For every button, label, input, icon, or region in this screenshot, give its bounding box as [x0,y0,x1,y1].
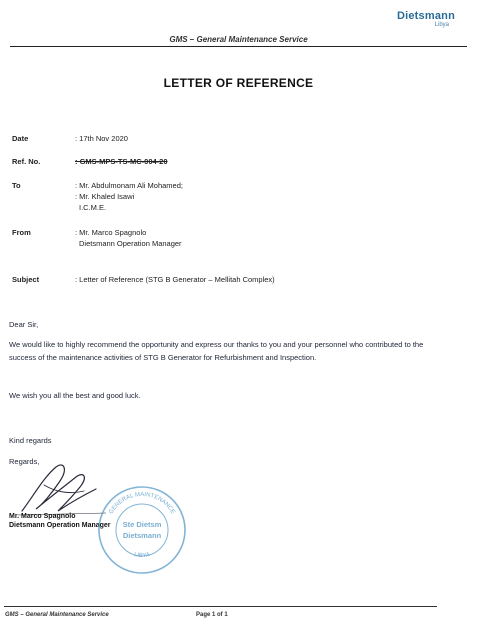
from-line-2: Dietsmann Operation Manager [79,239,182,248]
subject-value: : Letter of Reference (STG B Generator – Mellitah Complex) [75,275,275,284]
header-title: GMS – General Maintenance Service [169,35,308,44]
footer-left-text: GMS – General Maintenance Service [5,612,109,618]
ref-value: : GMS-MPS-TS-MC-004-20 [75,157,168,166]
ref-label: Ref. No. [12,157,41,166]
company-logo [397,10,455,28]
header-divider [10,46,467,47]
date-value: : 17th Nov 2020 [75,134,128,143]
stamp-center-text-2: Dietsmann [122,531,162,540]
body-paragraph-2: We wish you all the best and good luck. [9,391,141,400]
closing-regards: Regards, [9,457,40,466]
stamp-center-text-1: Ste Dietsm [122,520,162,529]
footer-divider [4,606,437,607]
salutation: Dear Sir, [9,320,39,329]
from-line-1: : Mr. Marco Spagnolo [75,228,147,237]
to-line-3: I.C.M.E. [79,203,107,212]
svg-text:LIBYA [133,552,150,559]
body-paragraph-1: We would like to highly recommend the opportunity and express our thanks to you and your personnel who contributed to the success of the maintenance activities of STG B Generator for Refurbishment and Inspection. [9,340,424,362]
letter-title: LETTER OF REFERENCE [163,76,314,90]
logo-brand: Dietsmann [396,10,455,22]
stamp-bottom-text: LIBYA [133,552,151,560]
date-label: Date [12,134,29,143]
to-label: To [12,181,21,190]
to-line-2: : Mr. Khaled Isawi [75,192,135,201]
stamp-top-text: GENERAL MAINTENANCE [108,491,176,516]
to-line-1: : Mr. Abdulmonam Ali Mohamed; [75,181,183,190]
handwritten-signature [14,455,109,519]
from-label: From [12,228,31,237]
company-stamp [96,484,188,576]
footer-page-number: Page 1 of 1 [196,612,228,618]
logo-country: Libya [434,22,449,28]
closing-kind-regards: Kind regards [9,436,52,445]
signer-name: Mr. Marco Spagnolo [9,513,76,520]
signer-title: Dietsmann Operation Manager [9,522,111,529]
subject-label: Subject [12,275,40,284]
